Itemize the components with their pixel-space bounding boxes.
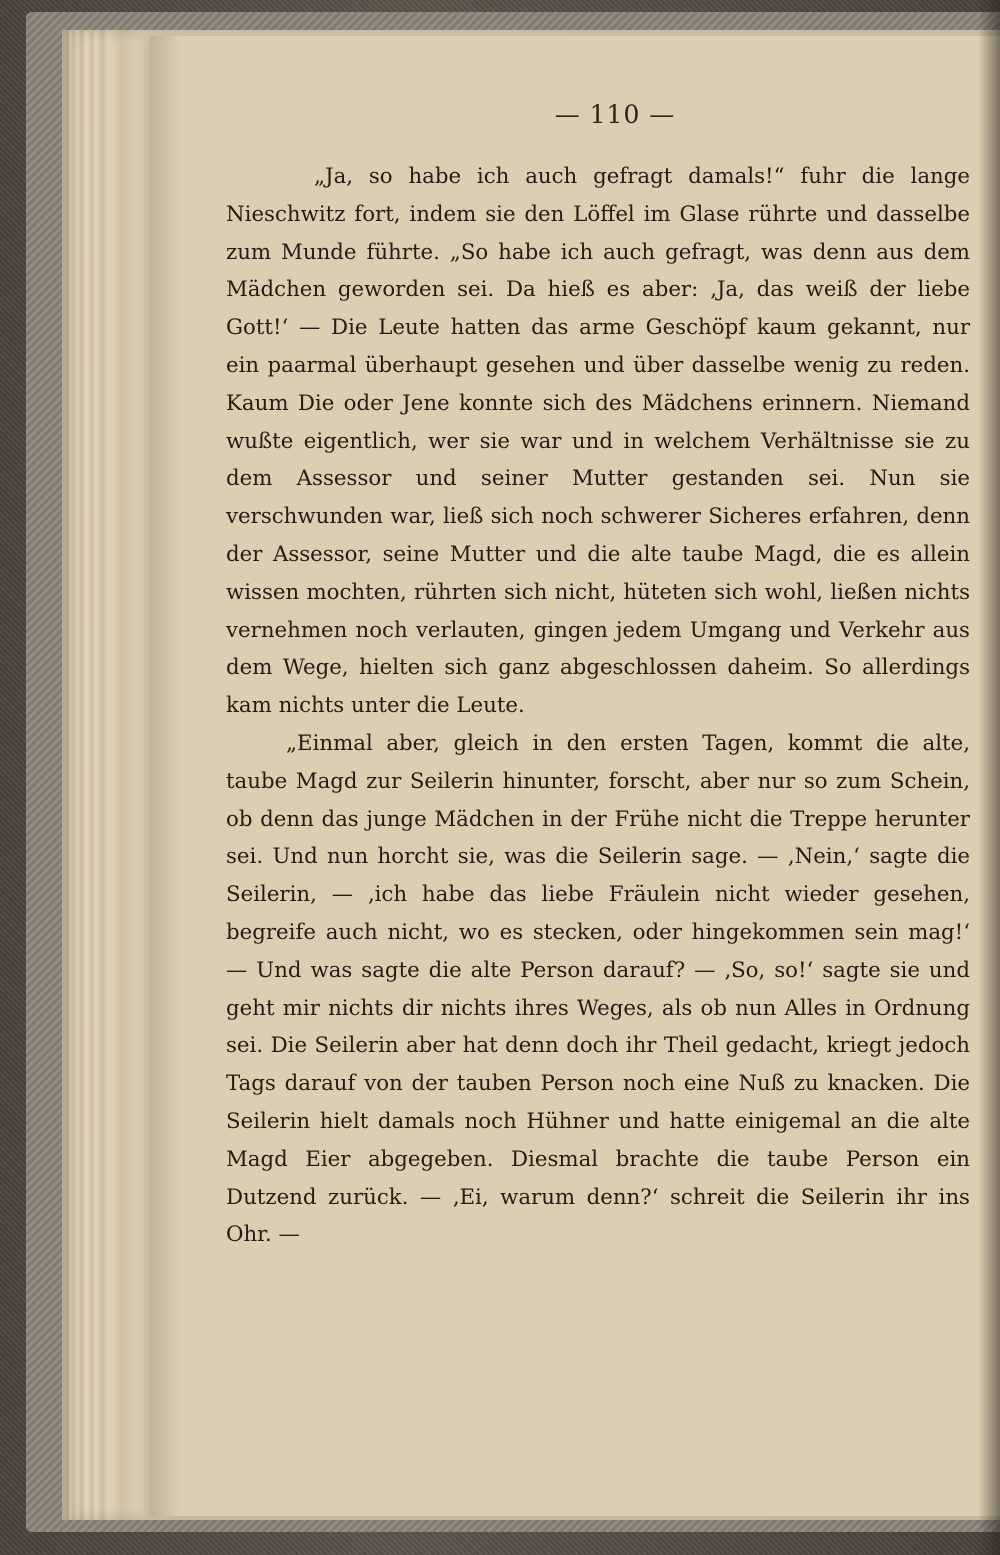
paragraph-2: „Einmal aber, gleich in den ersten Tagen, kommt die alte, taube Magd zur Seilerin hinunter, forscht, aber nur so zum Schein, ob denn das junge Mädchen in der Frühe nicht die Treppe herunter sei. Und nun horcht sie, was die Seilerin sage. — ‚Nein,‘ sagte die Seilerin, — ‚ich habe das liebe Fräulein nicht wieder gesehen, begreife auch nicht, wo es stecken, oder hingekommen sein mag!‘ — Und was sagte die alte Person darauf? — ‚So, so!‘ sagte sie und geht mir nichts dir nichts ihres Weges, als ob nun Alles in Ordnung sei. Die Seilerin aber hat denn doch ihr Theil gedacht, kriegt jedoch Tags darauf von der tauben Person noch eine Nuß zu knacken. Die Seilerin hielt damals noch Hühner und hatte einigemal an die alte Magd Eier abgegeben. Diesmal brachte die taube Person ein Dutzend zurück. — ‚Ei, warum denn?‘ schreit die Seilerin ihr ins Ohr. — (226, 730, 970, 1248)
spine-shadow (150, 36, 180, 1516)
page-number: — 110 — (554, 100, 676, 129)
page-text (226, 158, 970, 1254)
paragraph-1: „Ja, so habe ich auch gefragt damals!“ fuhr die lange Nieschwitz fort, indem sie den Löffel im Glase rührte und dasselbe zum Munde führte. „So habe ich auch gefragt, was denn aus dem Mädchen geworden sei. Da hieß es aber: ‚Ja, das weiß der liebe Gott!‘ — Die Leute hatten das arme Geschöpf kaum gekannt, nur ein paarmal überhaupt gesehen und über dasselbe wenig zu reden. Kaum Die oder Jene konnte sich des Mädchens erinnern. Niemand wußte eigentlich, wer sie war und in welchem Verhältnisse sie zu dem Assessor und seiner Mutter gestanden sei. Nun sie verschwunden war, ließ sich noch schwerer Sicheres erfahren, denn der Assessor, seine Mutter und die alte taube Magd, die es allein wissen mochten, rührten sich nicht, hüteten sich wohl, ließen nichts vernehmen noch verlauten, gingen jedem Umgang und Verkehr aus dem Wege, hielten sich ganz abgeschlossen daheim. So allerdings kam nichts unter die Leute. (226, 164, 970, 719)
right-edge-shadow (978, 0, 1000, 1555)
